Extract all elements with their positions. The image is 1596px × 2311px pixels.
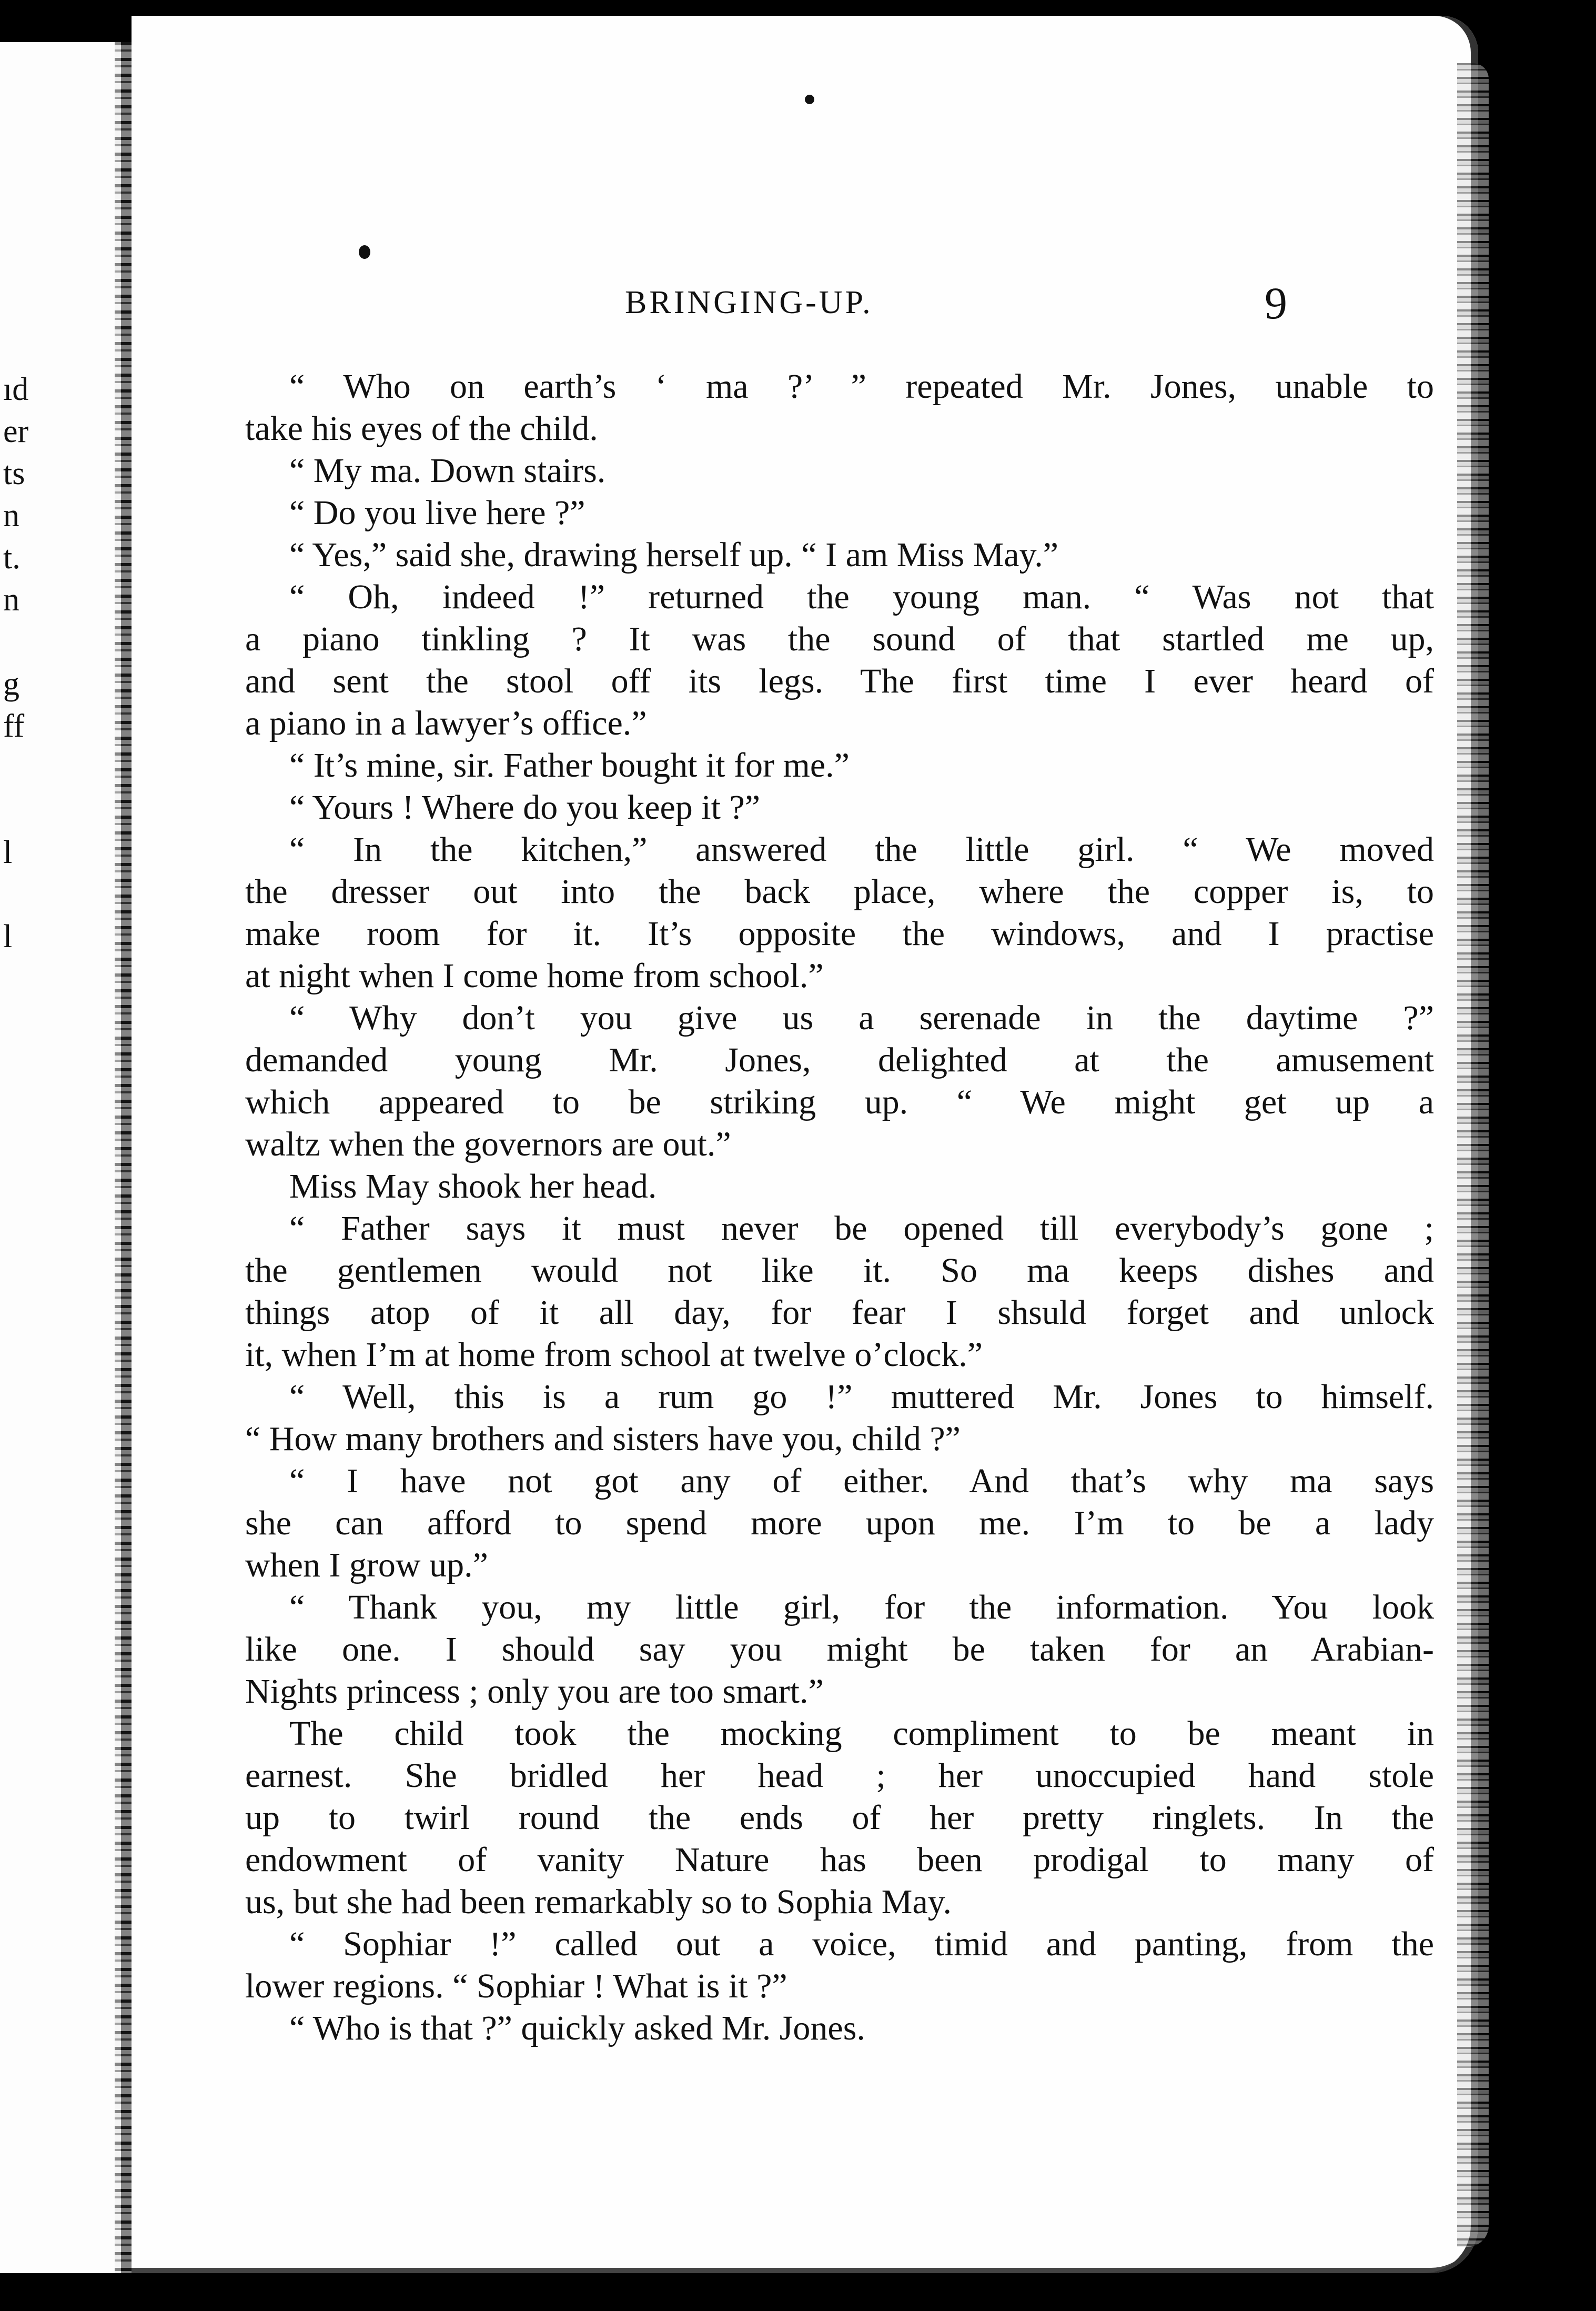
page-fore-edge [1457,63,1489,2247]
facing-page-fragment [0,42,121,2273]
facing-line: n [3,498,19,534]
text-line: and sent the stool off its legs. The first time I ever heard of [245,662,1434,700]
page-number: 9 [1265,278,1287,328]
text-line: the dresser out into the back place, where the copper is, to [245,872,1434,911]
text-line: lower regions. “ Sophiar ! What is it ?” [245,1967,787,2005]
page-body [245,366,1434,2049]
text-line: things atop of it all day, for fear I shsuld forget and unlock [245,1293,1434,1332]
text-line: it, when I’m at home from school at twelve o’clock.” [245,1335,983,1374]
text-line: up to twirl round the ends of her pretty ringlets. In the [245,1798,1434,1837]
ink-speck [359,245,370,259]
text-line: “ Who on earth’s ‘ ma ?’ ” repeated Mr. Jones, unable to [289,367,1434,406]
text-line: “ Do you live here ?” [289,494,585,532]
text-line: take his eyes of the child. [245,409,598,448]
text-line: “ Who is that ?” quickly asked Mr. Jones. [289,2009,865,2047]
text-line: “ Well, this is a rum go !” muttered Mr. Jones to himself. [289,1378,1434,1416]
text-line: earnest. She bridled her head ; her unoccupied hand stole [245,1756,1434,1795]
facing-line: l [3,919,13,954]
text-line: “ In the kitchen,” answered the little girl. “ We moved [289,830,1434,869]
text-line: which appeared to be striking up. “ We might get up a [245,1083,1434,1121]
facing-line: n [3,582,19,618]
text-line: demanded young Mr. Jones, delighted at the amusement [245,1041,1434,1079]
facing-line: ff [3,708,25,744]
text-line: The child took the mocking compliment to be meant in [289,1714,1434,1753]
facing-line: g [3,666,19,702]
text-line: “ It’s mine, sir. Father bought it for me.” [289,746,850,785]
text-line: Miss May shook her head. [289,1167,657,1205]
text-line: us, but she had been remarkably so to Sophia May. [245,1883,952,1921]
facing-line: l [3,835,13,870]
text-line: at night when I come home from school.” [245,957,824,995]
text-line: “ Thank you, my little girl, for the information. You look [289,1588,1434,1626]
facing-line [3,789,66,831]
text-line: “ Oh, indeed !” returned the young man. “ Was not that [289,578,1434,616]
text-line: “ Yours ! Where do you keep it ?” [289,788,761,827]
text-line: “ Why don’t you give us a serenade in the daytime ?” [289,999,1434,1037]
text-line: she can afford to spend more upon me. I’m to be a lady [245,1504,1434,1542]
text-line: like one. I should say you might be taken for an Arabian- [245,1630,1434,1669]
facing-line: ıd [3,371,29,407]
facing-line: t. [3,540,21,576]
facing-line [3,873,66,916]
facing-line: ts [3,456,25,491]
book-page [132,16,1478,2273]
running-head: BRINGING-UP. [625,285,873,320]
text-line: a piano tinkling ? It was the sound of that startled me up, [245,620,1434,658]
text-line: “ How many brothers and sisters have you, child ?” [245,1420,961,1458]
page-header [132,278,1478,331]
text-line: “ Yes,” said she, drawing herself up. “ I am Miss May.” [289,536,1059,574]
text-line: a piano in a lawyer’s office.” [245,704,647,742]
text-line: make room for it. It’s opposite the windows, and I practise [245,915,1434,953]
text-line: “ I have not got any of either. And that’s why ma says [289,1462,1434,1500]
facing-line [3,621,66,663]
ink-speck [805,95,814,104]
facing-page-text [3,368,66,958]
facing-line: er [3,414,29,449]
text-line: the gentlemen would not like it. So ma keeps dishes and [245,1251,1434,1290]
text-line: “ My ma. Down stairs. [289,451,606,490]
text-line: endowment of vanity Nature has been prodigal to many of [245,1841,1434,1879]
text-line: Nights princess ; only you are too smart.” [245,1672,824,1711]
facing-line [3,747,66,789]
text-line: “ Father says it must never be opened till everybody’s gone ; [289,1209,1434,1248]
text-line: waltz when the governors are out.” [245,1125,731,1163]
text-line: “ Sophiar !” called out a voice, timid and panting, from the [289,1925,1434,1963]
text-line: when I grow up.” [245,1546,488,1584]
